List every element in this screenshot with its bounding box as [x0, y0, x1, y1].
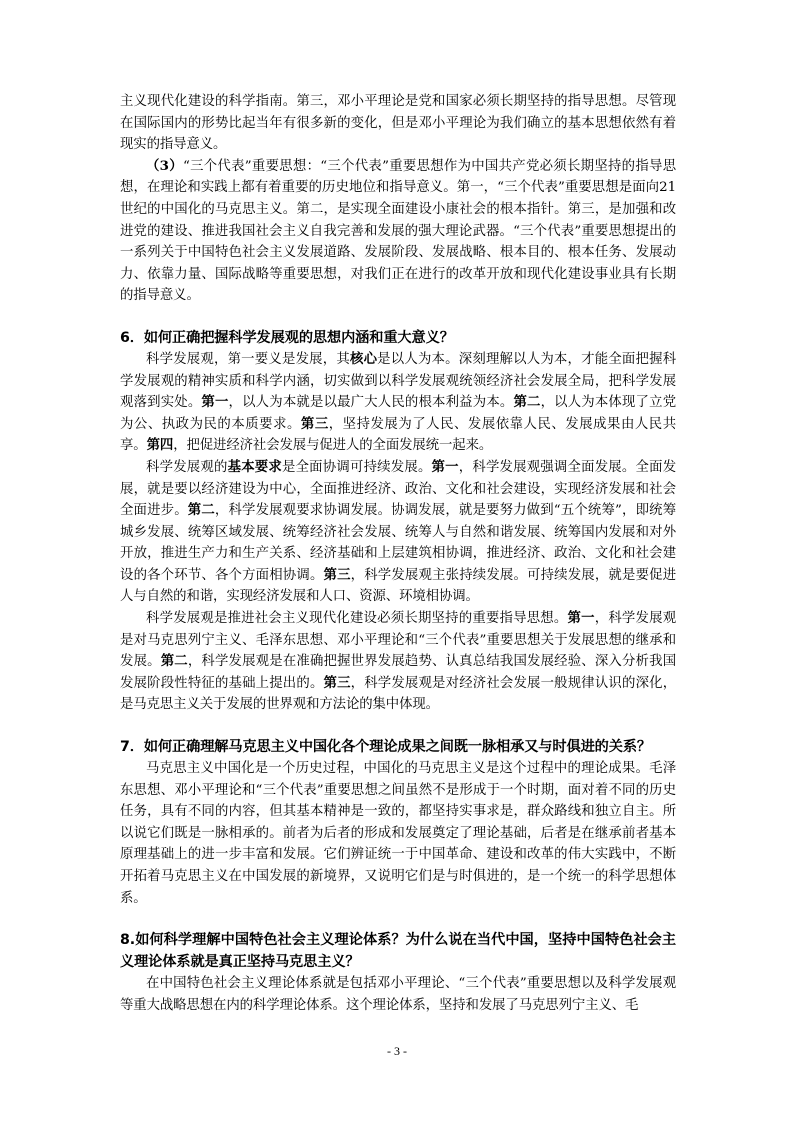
bold-keyword: 基本要求 — [227, 458, 282, 475]
bold-keyword: 第二 — [513, 394, 541, 411]
q7-paragraph-1: 马克思主义中国化是一个历史过程，中国化的马克思主义是这个过程中的理论成果。毛泽东思想、邓小平理论和“三个代表”重要思想之间虽然不是形成于一个时期，面对着不同的历史任务，具有不同的内容，但其基本精神是一致的，都坚持实事求是，群众路线和独立自主。所以说它们既是一脉相承的。前者为后者的形成和发展奠定了理论基础，后者是在继承前者基本原理基础上的进一步丰富和发展。它们辨证统一于中国革命、建设和改革的伟大实践中，不断开拓着马克思主义在中国发展的新境界，又说明它们是与时俱进的，是一个统一的科学思想体系。 — [120, 761, 676, 906]
bold-keyword: 第三 — [323, 674, 351, 691]
bold-keyword: 第三 — [323, 566, 351, 583]
text-run: ，科学发展观是对经济社会发展一般规律认识的深化，是马克思主义关于发展的世界观和方法论的集中体现。 — [120, 675, 676, 713]
bold-keyword: 第四 — [146, 437, 174, 454]
text-run: 是全面协调可持续发展。 — [281, 459, 432, 475]
text-run: ，科学发展观是在准确把握世界发展趋势、认真总结我国发展经验、深入分析我国发展阶段性特征的基础上提出的。 — [120, 654, 676, 691]
bold-keyword: 核心 — [349, 350, 378, 367]
question-6-heading: 6．如何正确把握科学发展观的思想内涵和重大意义？ — [120, 329, 454, 346]
text-run: ，坚持发展为了人民、发展依靠人民、发展成果由人民共享。 — [120, 416, 677, 454]
page-number: - 3 - — [387, 1044, 407, 1058]
page-body — [120, 91, 676, 1016]
text-run: ，科学发展观主张持续发展。可持续发展，就是要促进人与自然的和谐，实现经济发展和人口、资源、环境相协调。 — [120, 567, 676, 605]
three-represents-text: “三个代表”重要思想：“三个代表”重要思想作为中国共产党必须长期坚持的指导思想，在理论和实践上都有着重要的历史地位和指导意义。第一，“三个代表”重要思想是面向21世纪的中国化的马克思主义。第二，是实现全面建设小康社会的根本指针。第三，是加强和改进党的建设、推进我国社会主义自我完善和发展的强大理论武器。“三个代表”重要思想提出的一系列关于中国特色社会主义发展道路、发展阶段、发展战略、根本目的、根本任务、发展动力、依靠力量、国际战略等重要思想，对我们正在进行的改革开放和现代化建设事业具有长期的指导意义。 — [120, 158, 676, 304]
bold-keyword: 第三 — [300, 415, 329, 432]
item-number-3: （3） — [146, 157, 183, 174]
text-run: ，科学发展观是对马克思列宁主义、毛泽东思想、邓小平理论和“三个代表”重要思想关于发展思想的继承和发展。 — [120, 611, 676, 670]
question-8-heading: 8.如何科学理解中国特色社会主义理论体系？为什么说在当代中国，坚持中国特色社会主义理论体系就是真正坚持马克思主义？ — [120, 932, 676, 971]
q8-paragraph-1: 在中国特色社会主义理论体系就是包括邓小平理论、“三个代表”重要思想以及科学发展观等重大战略思想在内的科学理论体系。这个理论体系，坚持和发展了马克思列宁主义、毛 — [120, 976, 676, 1013]
text-run: 科学发展观的 — [146, 459, 228, 475]
q6-paragraph-3 — [120, 608, 676, 716]
text-run: ，科学发展观强调全面发展。全面发展，就是要以经济建设为中心，全面推进经济、政治、文化和社会建设，实现经济发展和社会全面进步。 — [120, 459, 676, 519]
bold-keyword: 第二 — [160, 653, 188, 670]
question-7-heading: 7．如何正确理解马克思主义中国化各个理论成果之间既一脉相承又与时俱进的关系？ — [120, 739, 652, 756]
q6-paragraph-1 — [120, 349, 676, 457]
text-run: 科学发展观是推进社会主义现代化建设必须长期坚持的重要指导思想。 — [146, 611, 568, 627]
text-run: 科学发展观，第一要义是发展，其 — [146, 351, 350, 367]
q6-paragraph-2 — [120, 457, 676, 608]
text-run: ，科学发展观要求协调发展。协调发展，就是要努力做到“五个统筹”，即统筹城乡发展、统筹区域发展、统筹经济社会发展、统筹人与自然和谐发展、统筹国内发展和对外开放，推进生产力和生产关系、经济基础和上层建筑相协调，推进经济、政治、文化和社会建设的各个环节、各个方面相协调。 — [120, 503, 676, 583]
bold-keyword: 第一 — [431, 458, 459, 475]
bold-keyword: 第一 — [201, 394, 229, 411]
text-run: ，以人为本体现了立党为公、执政为民的本质要求。 — [120, 395, 676, 432]
bold-keyword: 第一 — [567, 610, 595, 627]
bold-keyword: 第二 — [187, 502, 215, 519]
text-run: ，以人为本就是以最广大人民的根本利益为本。 — [228, 395, 514, 411]
text-run: ，把促进经济社会发展与促进人的全面发展统一起来。 — [173, 438, 493, 454]
intro-paragraph-2 — [120, 156, 676, 307]
text-run: 是以人为本。深刻理解以人为本，才能全面把握科学发展观的精神实质和科学内涵，切实做到以科学发展观统领经济社会发展全局，把科学发展观落到实处。 — [120, 351, 676, 411]
intro-paragraph-1: 主义现代化建设的科学指南。第三，邓小平理论是党和国家必须长期坚持的指导思想。尽管现在国际国内的形势比起当年有很多新的变化，但是邓小平理论为我们确立的基本思想依然有着现实的指导意义。 — [120, 94, 676, 153]
